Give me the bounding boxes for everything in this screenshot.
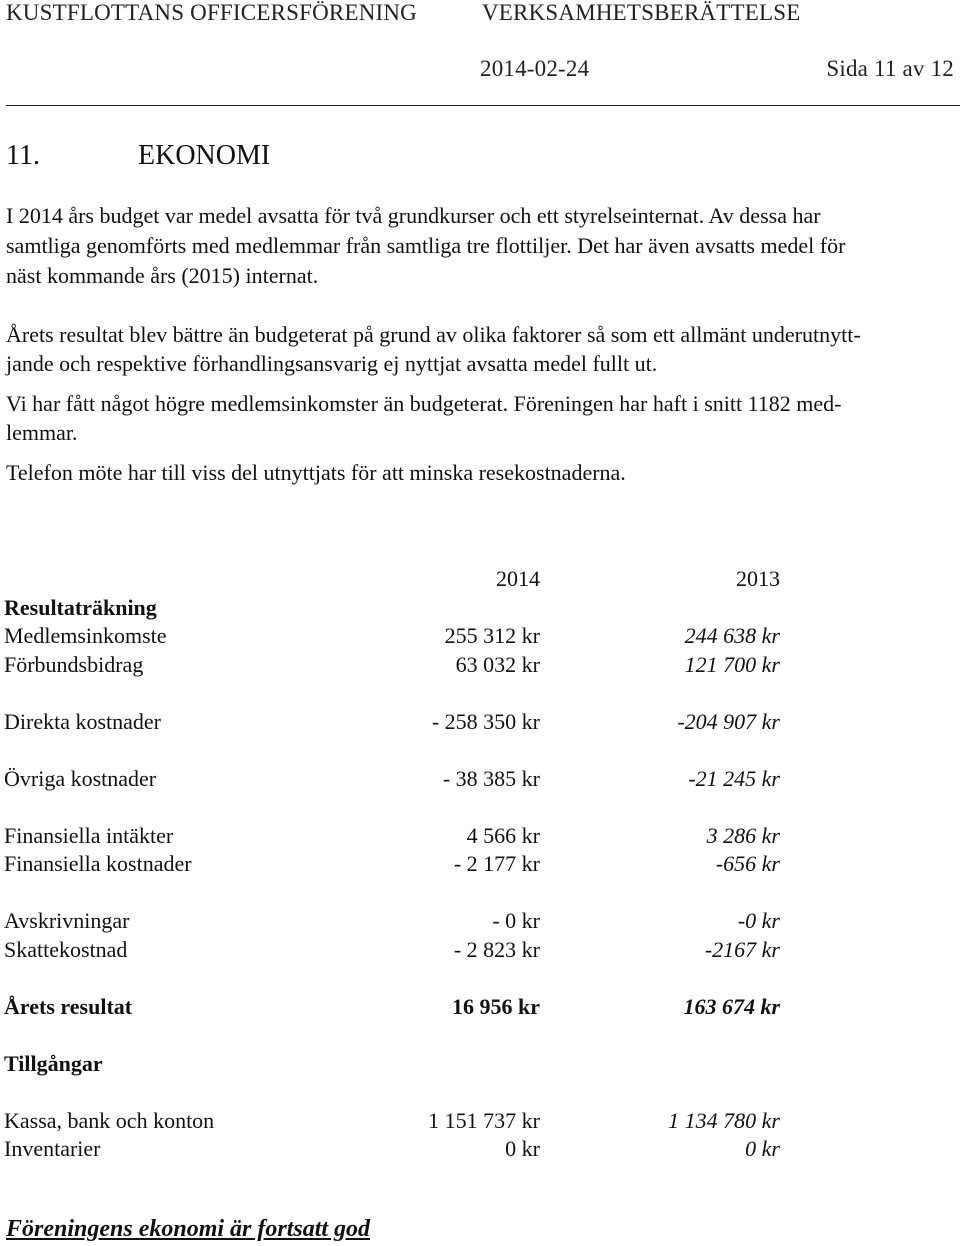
row-value-2014: - 258 350 kr — [431, 708, 540, 734]
asset-value-2014: 1 151 737 kr — [428, 1107, 540, 1133]
membership-paragraph — [6, 389, 841, 447]
row-value-2013: -204 907 kr — [677, 708, 780, 734]
intro-line: I 2014 års budget var medel avsatta för två grundkurser och ett styrelseinternat. Av dessa har — [6, 203, 821, 228]
table-section-heading — [4, 595, 960, 624]
row-label: Avskrivningar — [4, 908, 130, 933]
closing-statement: Föreningens ekonomi är fortsatt god — [6, 1216, 371, 1242]
row-value-2014: 63 032 kr — [455, 651, 540, 677]
row-value-2013: -0 kr — [737, 908, 780, 933]
table-row — [4, 623, 960, 652]
paragraph-line: lemmar. — [6, 420, 78, 445]
result-paragraph — [6, 320, 861, 378]
table-row — [4, 908, 960, 937]
result-value-2014: 16 956 kr — [452, 993, 540, 1019]
result-label: Årets resultat — [4, 993, 133, 1019]
result-value-2013: 163 674 kr — [683, 993, 780, 1019]
asset-label: Kassa, bank och konton — [4, 1107, 215, 1133]
table-row — [4, 1108, 960, 1137]
row-value-2013: 3 286 kr — [706, 822, 780, 848]
row-value-2013: -2167 kr — [704, 936, 780, 962]
row-label: Finansiella intäkter — [4, 822, 174, 848]
row-value-2013: -21 245 kr — [688, 765, 780, 791]
row-label: Finansiella kostnader — [4, 851, 192, 876]
year-2014-header: 2014 — [496, 566, 540, 591]
row-value-2013: -656 kr — [715, 851, 780, 876]
income-statement-heading: Resultaträkning — [4, 594, 157, 620]
result-row — [4, 994, 960, 1023]
table-row — [4, 823, 960, 852]
row-label: Förbundsbidrag — [4, 651, 144, 677]
assets-heading: Tillgångar — [4, 1050, 103, 1076]
paragraph-line: Årets resultat blev bättre än budgeterat på grund av olika faktorer så som ett allmänt underutnytt- — [6, 322, 861, 347]
section-number: 11. — [6, 140, 40, 171]
row-value-2014: - 0 kr — [492, 908, 540, 933]
asset-value-2013: 0 kr — [745, 1136, 780, 1161]
table-row — [4, 709, 960, 738]
row-value-2013: 121 700 kr — [684, 651, 780, 677]
header-org: KUSTFLOTTANS OFFICERSFÖRENING — [6, 0, 417, 25]
header-rule — [6, 105, 960, 106]
row-label: Övriga kostnader — [4, 765, 157, 791]
row-value-2014: 4 566 kr — [466, 822, 540, 848]
financial-table — [4, 566, 960, 1165]
row-label: Medlemsinkomste — [4, 623, 167, 648]
table-year-header — [4, 566, 960, 595]
row-value-2014: 255 312 kr — [444, 623, 540, 648]
row-value-2013: 244 638 kr — [684, 623, 780, 648]
header-date: 2014-02-24 — [480, 56, 590, 81]
table-row — [4, 937, 960, 966]
table-row — [4, 766, 960, 795]
asset-label: Inventarier — [4, 1136, 101, 1161]
paragraph-line: jande och respektive förhandlingsansvarig ej nyttjat avsatta medel fullt ut. — [6, 351, 658, 376]
header-doc-title: VERKSAMHETSBERÄTTELSE — [482, 0, 801, 25]
row-value-2014: - 2 177 kr — [453, 851, 540, 876]
paragraph-line: Vi har fått något högre medlemsinkomster än budgeterat. Föreningen har haft i snitt 1182 med- — [6, 391, 842, 416]
intro-line: näst kommande års (2015) internat. — [6, 263, 319, 288]
paragraph-line: Telefon möte har till viss del utnyttjats för att minska resekostnaderna. — [6, 460, 626, 485]
year-2013-header: 2013 — [736, 566, 780, 591]
table-row — [4, 1136, 960, 1165]
table-section-heading — [4, 1051, 960, 1080]
telephone-paragraph — [6, 458, 626, 487]
table-row — [4, 652, 960, 681]
intro-paragraph — [6, 201, 845, 291]
table-row — [4, 851, 960, 880]
section-title: EKONOMI — [138, 140, 271, 171]
intro-line: samtliga genomförts med medlemmar från samtliga tre flottiljer. Det har även avsatts medel för — [6, 233, 846, 258]
asset-value-2013: 1 134 780 kr — [668, 1107, 780, 1133]
row-label: Direkta kostnader — [4, 708, 161, 734]
row-value-2014: - 2 823 kr — [453, 936, 540, 962]
row-label: Skattekostnad — [4, 936, 128, 962]
header-page-number: Sida 11 av 12 — [826, 56, 954, 81]
row-value-2014: - 38 385 kr — [442, 765, 540, 791]
asset-value-2014: 0 kr — [505, 1136, 540, 1161]
